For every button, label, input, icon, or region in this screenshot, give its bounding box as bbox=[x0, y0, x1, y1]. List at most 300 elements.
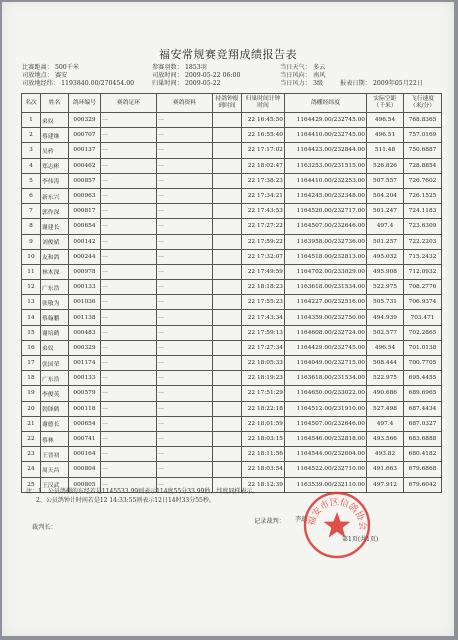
race-distance-value: 500千米 bbox=[54, 64, 80, 71]
coord-cell: 1163618.00/231534.00 bbox=[285, 371, 367, 386]
time-cell: 22 17:59:22 bbox=[242, 234, 285, 249]
rank-cell: 19 bbox=[22, 386, 41, 401]
rank-cell: 24 bbox=[22, 462, 41, 477]
name-cell: 新东兴 bbox=[41, 188, 69, 203]
name-cell: 林木深 bbox=[41, 264, 69, 279]
speed-cell: 757.0169 bbox=[404, 128, 442, 143]
time-cell: 22 17:59:13 bbox=[242, 325, 285, 340]
time-cell: 22 16:45:50 bbox=[242, 113, 285, 128]
table-row bbox=[22, 371, 442, 386]
distance-cell: 501.257 bbox=[367, 234, 404, 249]
clock-cell bbox=[213, 204, 242, 219]
clock-cell bbox=[213, 188, 242, 203]
clock-cell bbox=[213, 295, 242, 310]
table-row bbox=[22, 447, 442, 462]
distance-cell: 497.912 bbox=[367, 477, 404, 492]
time-cell: 22 18:01:59 bbox=[242, 416, 285, 431]
distance-cell: 491.663 bbox=[367, 462, 404, 477]
coord-cell: 1164049.00/232715.00 bbox=[285, 356, 367, 371]
table-row bbox=[22, 264, 442, 279]
time-cell: 22 18:02:47 bbox=[242, 158, 285, 173]
ring-cell: --- bbox=[101, 431, 157, 446]
coord-cell: 1164245.00/232348.00 bbox=[285, 188, 367, 203]
rank-cell: 23 bbox=[22, 447, 41, 462]
distance-cell: 501.247 bbox=[367, 204, 404, 219]
name-cell: 谢德长 bbox=[41, 416, 69, 431]
results-table bbox=[21, 93, 442, 493]
table-row bbox=[22, 219, 442, 234]
rank-cell: 10 bbox=[22, 249, 41, 264]
coord-cell: 1164410.00/232745.00 bbox=[285, 128, 367, 143]
coord-cell: 1164423.00/232844.00 bbox=[285, 143, 367, 158]
speed-cell: 724.1183 bbox=[404, 204, 442, 219]
name-cell: 蔡翰鹏 bbox=[41, 310, 69, 325]
rank-cell: 17 bbox=[22, 356, 41, 371]
speed-cell: 703.471 bbox=[404, 310, 442, 325]
recorder-label: 记录裁判： bbox=[254, 518, 285, 525]
band-cell: 001174 bbox=[69, 356, 101, 371]
clock-cell bbox=[213, 462, 242, 477]
name-cell: 郭作深 bbox=[41, 204, 69, 219]
time-cell: 22 18:03:15 bbox=[242, 431, 285, 446]
rank-cell: 16 bbox=[22, 340, 41, 355]
referee-label: 裁判长： bbox=[32, 524, 57, 531]
distance-cell: 526.826 bbox=[367, 158, 404, 173]
info-cell: --- bbox=[157, 431, 213, 446]
info-cell: --- bbox=[157, 158, 213, 173]
clock-cell bbox=[213, 234, 242, 249]
info-cell: --- bbox=[157, 143, 213, 158]
speed-cell: 708.2776 bbox=[404, 280, 442, 295]
clock-cell bbox=[213, 143, 242, 158]
band-cell: 000462 bbox=[69, 158, 101, 173]
clock-cell bbox=[213, 249, 242, 264]
rank-cell: 6 bbox=[22, 188, 41, 203]
name-cell: 弟奴 bbox=[41, 113, 69, 128]
table-body bbox=[22, 113, 442, 493]
time-cell: 22 17:55:23 bbox=[242, 295, 285, 310]
coord-cell: 1163253.00/231515.00 bbox=[285, 158, 367, 173]
info-cell: --- bbox=[157, 340, 213, 355]
recorder-signature: 李德 bbox=[294, 515, 307, 523]
release-time-label: 司放时间： bbox=[152, 72, 183, 79]
band-cell: 000133 bbox=[69, 280, 101, 295]
speed-cell: 726.7602 bbox=[404, 173, 442, 188]
clock-cell bbox=[213, 264, 242, 279]
clock-cell bbox=[213, 219, 242, 234]
info-cell: --- bbox=[157, 386, 213, 401]
band-cell: 000804 bbox=[69, 462, 101, 477]
speed-cell: 700.7705 bbox=[404, 356, 442, 371]
name-cell: 李俊英 bbox=[41, 386, 69, 401]
report-sheet bbox=[2, 2, 454, 636]
time-cell: 22 17:27:22 bbox=[242, 219, 285, 234]
name-cell: 刘俊斌 bbox=[41, 234, 69, 249]
ring-cell: --- bbox=[101, 462, 157, 477]
name-cell: 张国荣 bbox=[41, 356, 69, 371]
time-cell: 22 18:11:56 bbox=[242, 447, 285, 462]
table-row bbox=[22, 204, 442, 219]
distance-cell: 493.82 bbox=[367, 447, 404, 462]
speed-cell: 726.1525 bbox=[404, 188, 442, 203]
ring-cell: --- bbox=[101, 477, 157, 492]
rank-cell: 15 bbox=[22, 325, 41, 340]
column-header: 鸽环编号 bbox=[69, 94, 101, 113]
wind-direction-label: 当日风向： bbox=[280, 72, 311, 79]
rank-cell: 7 bbox=[22, 204, 41, 219]
speed-cell: 680.4182 bbox=[404, 447, 442, 462]
coord-cell: 1164518.00/232813.00 bbox=[285, 249, 367, 264]
speed-cell: 722.2203 bbox=[404, 234, 442, 249]
rank-cell: 25 bbox=[22, 477, 41, 492]
wind-force-label: 当日风力： bbox=[280, 80, 311, 87]
clock-cell bbox=[213, 340, 242, 355]
time-cell: 22 18:19:23 bbox=[242, 371, 285, 386]
wind-direction bbox=[280, 72, 325, 80]
name-cell: 弟奴 bbox=[41, 340, 69, 355]
column-header: 归巢时间计钟时间 bbox=[242, 94, 285, 113]
table-row bbox=[22, 173, 442, 188]
table-row bbox=[22, 113, 442, 128]
info-cell: --- bbox=[157, 113, 213, 128]
ring-cell: --- bbox=[101, 158, 157, 173]
band-cell: 000654 bbox=[69, 416, 101, 431]
coord-cell: 1164507.00/232646.00 bbox=[285, 416, 367, 431]
race-distance bbox=[22, 64, 79, 72]
band-cell: 000963 bbox=[69, 188, 101, 203]
table-row bbox=[22, 325, 442, 340]
distance-cell: 493.566 bbox=[367, 431, 404, 446]
ring-cell: --- bbox=[101, 264, 157, 279]
speed-cell: 768.8365 bbox=[404, 113, 442, 128]
table-row bbox=[22, 462, 442, 477]
name-cell: 王汉武 bbox=[41, 477, 69, 492]
speed-cell: 683.6888 bbox=[404, 431, 442, 446]
speed-cell: 723.6309 bbox=[404, 219, 442, 234]
band-cell: 001138 bbox=[69, 310, 101, 325]
speed-cell: 701.0138 bbox=[404, 340, 442, 355]
coord-cell: 1164359.00/232750.00 bbox=[285, 310, 367, 325]
report-date-label: 报表日期： bbox=[340, 80, 371, 87]
table-row bbox=[22, 143, 442, 158]
speed-cell: 687.0327 bbox=[404, 416, 442, 431]
coord-cell: 1164544.00/232604.00 bbox=[285, 447, 367, 462]
rank-cell: 14 bbox=[22, 310, 41, 325]
table-row bbox=[22, 401, 442, 416]
weather-value: 多云 bbox=[312, 64, 326, 71]
table-row bbox=[22, 340, 442, 355]
ring-cell: --- bbox=[101, 188, 157, 203]
distance-cell: 497.4 bbox=[367, 416, 404, 431]
release-time-value: 2009-05-22 06:00 bbox=[184, 72, 241, 79]
band-cell: 000978 bbox=[69, 264, 101, 279]
note-1: 注：1、公员鸽棚的东经若是1145533.99则表示114度55分33.99秒，纬度同样表示。 bbox=[26, 488, 259, 495]
time-cell: 22 18:12:39 bbox=[242, 477, 285, 492]
coord-cell: 1163539.00/232110.00 bbox=[285, 477, 367, 492]
band-cell: 000118 bbox=[69, 401, 101, 416]
name-cell: 蔡建继 bbox=[41, 128, 69, 143]
coord-cell: 1164520.00/232717.00 bbox=[285, 204, 367, 219]
info-cell: --- bbox=[157, 188, 213, 203]
name-cell: 谢培鹤 bbox=[41, 325, 69, 340]
band-cell: 000244 bbox=[69, 249, 101, 264]
time-cell: 22 18:03:54 bbox=[242, 462, 285, 477]
info-cell: --- bbox=[157, 128, 213, 143]
info-cell: --- bbox=[157, 447, 213, 462]
rank-cell: 5 bbox=[22, 173, 41, 188]
entries bbox=[152, 64, 207, 72]
rank-cell: 21 bbox=[22, 416, 41, 431]
band-cell: 001036 bbox=[69, 295, 101, 310]
distance-cell: 490.686 bbox=[367, 386, 404, 401]
coord-cell: 1164429.00/232745.00 bbox=[285, 340, 367, 355]
coord-cell: 1164410.00/232253.00 bbox=[285, 173, 367, 188]
speed-cell: 702.2865 bbox=[404, 325, 442, 340]
name-cell: 李伟涛 bbox=[41, 173, 69, 188]
distance-cell: 496.54 bbox=[367, 113, 404, 128]
speed-cell: 695.4455 bbox=[404, 371, 442, 386]
band-cell: 000329 bbox=[69, 113, 101, 128]
column-header: 鸽棚经纬度 bbox=[285, 94, 367, 113]
ring-cell: --- bbox=[101, 204, 157, 219]
table-row bbox=[22, 158, 442, 173]
ring-cell: --- bbox=[101, 295, 157, 310]
coord-cell: 1164650.00/233022.00 bbox=[285, 386, 367, 401]
column-header: 实际空距（千米） bbox=[367, 94, 404, 113]
return-date bbox=[152, 80, 221, 88]
distance-cell: 496.54 bbox=[367, 340, 404, 355]
entries-label: 参赛羽数： bbox=[152, 64, 183, 71]
ring-cell: --- bbox=[101, 371, 157, 386]
clock-cell bbox=[213, 431, 242, 446]
speed-cell: 728.8854 bbox=[404, 158, 442, 173]
rank-cell: 9 bbox=[22, 234, 41, 249]
rank-cell: 13 bbox=[22, 295, 41, 310]
time-cell: 22 17:38:23 bbox=[242, 173, 285, 188]
distance-cell: 522.975 bbox=[367, 371, 404, 386]
time-cell: 22 17:27:34 bbox=[242, 340, 285, 355]
rank-cell: 11 bbox=[22, 264, 41, 279]
ring-cell: --- bbox=[101, 325, 157, 340]
band-cell: 000707 bbox=[69, 128, 101, 143]
clock-cell bbox=[213, 371, 242, 386]
clock-cell bbox=[213, 128, 242, 143]
time-cell: 22 17:49:59 bbox=[242, 264, 285, 279]
race-distance-label: 比赛距离： bbox=[22, 64, 53, 71]
ring-cell: --- bbox=[101, 401, 157, 416]
band-cell: 000654 bbox=[69, 219, 101, 234]
table-row bbox=[22, 416, 442, 431]
return-date-value: 2009-05-22 bbox=[184, 80, 221, 87]
clock-cell bbox=[213, 401, 242, 416]
column-header: 赛鸽资料 bbox=[157, 94, 213, 113]
distance-cell: 502.577 bbox=[367, 325, 404, 340]
info-cell: --- bbox=[157, 477, 213, 492]
clock-cell bbox=[213, 356, 242, 371]
clock-cell bbox=[213, 158, 242, 173]
seal-text: 福安市区信鸽协会 bbox=[306, 497, 368, 531]
name-cell: 友和鸽 bbox=[41, 249, 69, 264]
rank-cell: 22 bbox=[22, 431, 41, 446]
band-cell: 000164 bbox=[69, 447, 101, 462]
info-cell: --- bbox=[157, 204, 213, 219]
time-cell: 22 17:32:07 bbox=[242, 249, 285, 264]
release-place bbox=[22, 72, 67, 80]
distance-cell: 508.444 bbox=[367, 356, 404, 371]
name-cell: 广东浩 bbox=[41, 371, 69, 386]
info-cell: --- bbox=[157, 295, 213, 310]
speed-cell: 689.6965 bbox=[404, 386, 442, 401]
info-cell: --- bbox=[157, 280, 213, 295]
info-cell: --- bbox=[157, 234, 213, 249]
coord-cell: 1164702.00/233029.00 bbox=[285, 264, 367, 279]
clock-cell bbox=[213, 280, 242, 295]
band-cell: 000741 bbox=[69, 431, 101, 446]
distance-cell: 527.498 bbox=[367, 401, 404, 416]
ring-cell: --- bbox=[101, 340, 157, 355]
info-cell: --- bbox=[157, 371, 213, 386]
info-cell: --- bbox=[157, 462, 213, 477]
table-row bbox=[22, 249, 442, 264]
table-row bbox=[22, 310, 442, 325]
coord-cell: 1164512.00/231910.00 bbox=[285, 401, 367, 416]
column-header: 持鸽钟报到时间 bbox=[213, 94, 242, 113]
info-cell: --- bbox=[157, 325, 213, 340]
band-cell: 000483 bbox=[69, 325, 101, 340]
table-row bbox=[22, 356, 442, 371]
clock-cell bbox=[213, 416, 242, 431]
rank-cell: 2 bbox=[22, 128, 41, 143]
time-cell: 22 18:05:33 bbox=[242, 356, 285, 371]
distance-cell: 505.731 bbox=[367, 295, 404, 310]
band-cell: 000133 bbox=[69, 371, 101, 386]
coord-cell: 1164507.00/232646.00 bbox=[285, 219, 367, 234]
coord-cell: 1164522.00/232710.00 bbox=[285, 462, 367, 477]
clock-cell bbox=[213, 386, 242, 401]
name-cell: 勃锋鹤 bbox=[41, 401, 69, 416]
info-cell: --- bbox=[157, 416, 213, 431]
page-indicator: 第1页(共1页) bbox=[342, 536, 379, 543]
coord-cell: 1164608.00/232724.00 bbox=[285, 325, 367, 340]
rank-cell: 1 bbox=[22, 113, 41, 128]
wind-force bbox=[280, 80, 323, 88]
distance-cell: 494.939 bbox=[367, 310, 404, 325]
ring-cell: --- bbox=[101, 310, 157, 325]
clock-cell bbox=[213, 325, 242, 340]
name-cell: 蔡林 bbox=[41, 431, 69, 446]
ring-cell: --- bbox=[101, 356, 157, 371]
rank-cell: 8 bbox=[22, 219, 41, 234]
rank-cell: 3 bbox=[22, 143, 41, 158]
band-cell: 000329 bbox=[69, 340, 101, 355]
ring-cell: --- bbox=[101, 234, 157, 249]
band-cell: 000579 bbox=[69, 386, 101, 401]
coord-cell: 1163958.00/232736.00 bbox=[285, 234, 367, 249]
report-title: 福安常规赛竞翔成绩报告表 bbox=[159, 48, 297, 61]
rank-cell: 4 bbox=[22, 158, 41, 173]
time-cell: 22 16:55:40 bbox=[242, 128, 285, 143]
coord-cell: 1163618.00/231534.00 bbox=[285, 280, 367, 295]
speed-cell: 679.6868 bbox=[404, 462, 442, 477]
band-cell: 000817 bbox=[69, 204, 101, 219]
name-cell: 广东浩 bbox=[41, 280, 69, 295]
table-row bbox=[22, 431, 442, 446]
speed-cell: 712.0932 bbox=[404, 264, 442, 279]
release-coordinates bbox=[22, 80, 134, 88]
release-time bbox=[152, 72, 240, 80]
time-cell: 22 17:51:29 bbox=[242, 386, 285, 401]
info-cell: --- bbox=[157, 356, 213, 371]
name-cell: 周天昌 bbox=[41, 462, 69, 477]
distance-cell: 495.032 bbox=[367, 249, 404, 264]
rank-cell: 18 bbox=[22, 371, 41, 386]
time-cell: 22 17:34:21 bbox=[242, 188, 285, 203]
release-coord-label: 司放地经纬： bbox=[22, 80, 60, 87]
name-cell: 谢建长 bbox=[41, 219, 69, 234]
info-cell: --- bbox=[157, 249, 213, 264]
coord-cell: 1164429.00/232745.00 bbox=[285, 113, 367, 128]
band-cell: 000857 bbox=[69, 173, 101, 188]
release-coord-value: 1193840.00/270454.00 bbox=[61, 80, 135, 87]
name-cell: 吴矜 bbox=[41, 143, 69, 158]
column-header: 赛鸽足环 bbox=[101, 94, 157, 113]
release-place-label: 司放地点： bbox=[22, 72, 53, 79]
time-cell: 22 17:43:53 bbox=[242, 204, 285, 219]
distance-cell: 522.975 bbox=[367, 280, 404, 295]
column-header: 名次 bbox=[22, 94, 41, 113]
info-cell: --- bbox=[157, 401, 213, 416]
wind-force-value: 3级 bbox=[312, 80, 324, 87]
clock-cell bbox=[213, 310, 242, 325]
ring-cell: --- bbox=[101, 447, 157, 462]
distance-cell: 496.51 bbox=[367, 128, 404, 143]
ring-cell: --- bbox=[101, 416, 157, 431]
release-place-value: 赛安 bbox=[54, 72, 68, 79]
ring-cell: --- bbox=[101, 113, 157, 128]
name-cell: 郑志彬 bbox=[41, 158, 69, 173]
ring-cell: --- bbox=[101, 386, 157, 401]
time-cell: 22 18:18:23 bbox=[242, 280, 285, 295]
info-cell: --- bbox=[157, 219, 213, 234]
column-header: 姓名 bbox=[41, 94, 69, 113]
return-date-label: 归巢时间： bbox=[152, 80, 183, 87]
column-header: 飞行速度（米/分） bbox=[404, 94, 442, 113]
association-seal bbox=[302, 490, 372, 560]
clock-cell bbox=[213, 173, 242, 188]
weather-label: 当日天气： bbox=[280, 64, 311, 71]
ring-cell: --- bbox=[101, 280, 157, 295]
ring-cell: --- bbox=[101, 219, 157, 234]
ring-cell: --- bbox=[101, 128, 157, 143]
coord-cell: 1164546.00/232818.00 bbox=[285, 431, 367, 446]
distance-cell: 507.557 bbox=[367, 173, 404, 188]
time-cell: 22 17:17:02 bbox=[242, 143, 285, 158]
band-cell: 000805 bbox=[69, 477, 101, 492]
time-cell: 22 18:22:18 bbox=[242, 401, 285, 416]
distance-cell: 504.204 bbox=[367, 188, 404, 203]
report-date-value: 2009年05月22日 bbox=[372, 80, 423, 87]
table-row bbox=[22, 128, 442, 143]
weather bbox=[280, 64, 325, 72]
info-cell: --- bbox=[157, 264, 213, 279]
clock-cell bbox=[213, 113, 242, 128]
band-cell: 000142 bbox=[69, 234, 101, 249]
coord-cell: 1164227.00/232516.00 bbox=[285, 295, 367, 310]
table-row bbox=[22, 280, 442, 295]
ring-cell: --- bbox=[101, 249, 157, 264]
band-cell: 000137 bbox=[69, 143, 101, 158]
name-cell: 王晋初 bbox=[41, 447, 69, 462]
